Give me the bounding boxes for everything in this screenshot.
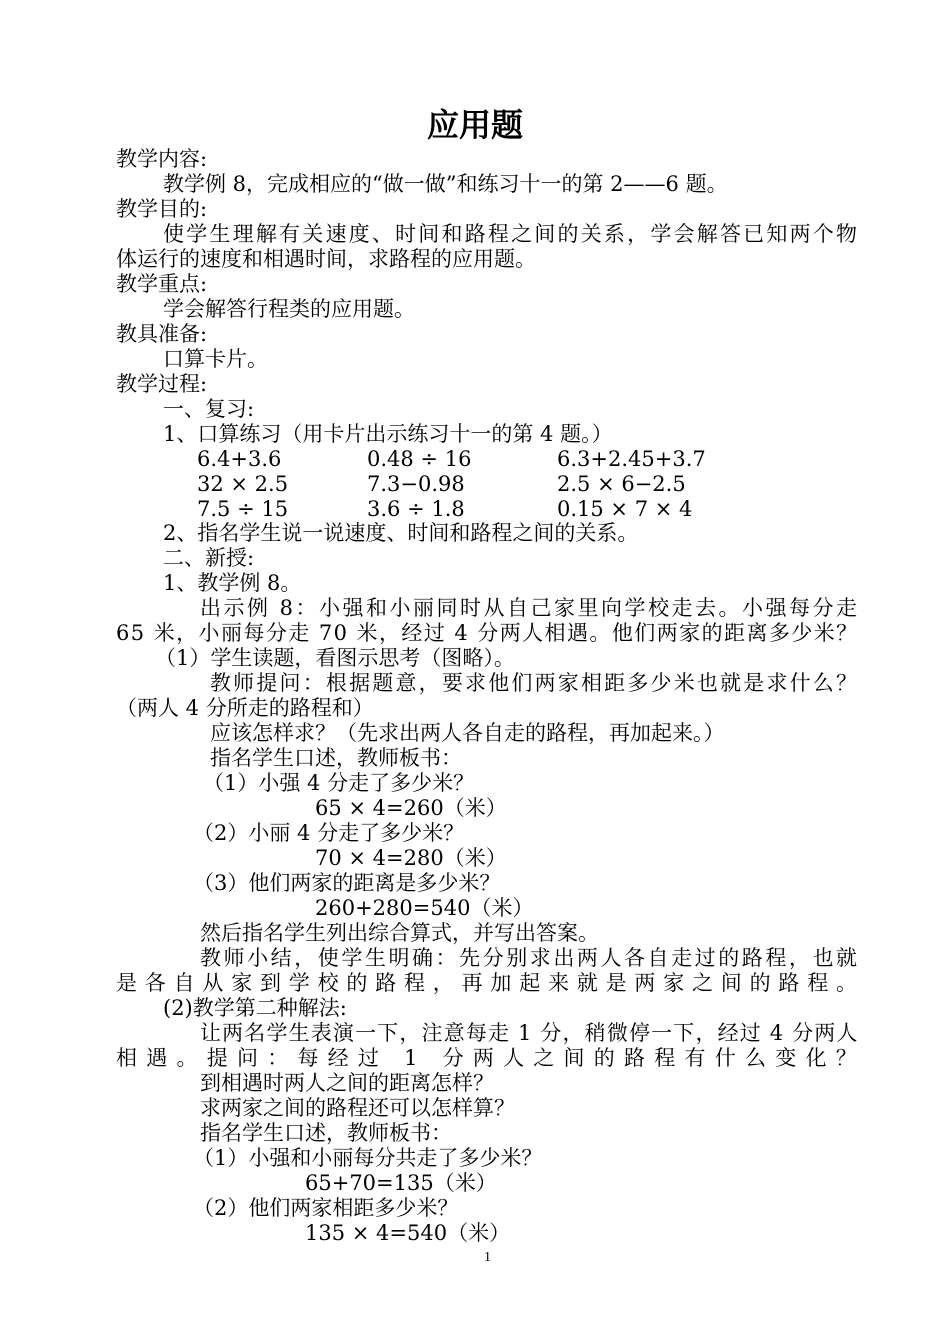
text-line: (2)教学第二种解法: — [163, 996, 347, 1020]
text-line: 体运行的速度和相遇时间，求路程的应用题。 — [116, 247, 536, 271]
calc-item: 7.5 ÷ 15 — [197, 497, 289, 521]
text-line: 出示例 8：小强和小丽同时从自己家里向学校走去。小强每分走 — [200, 596, 860, 620]
text-line: 到相遇时两人之间的距离怎样？ — [200, 1071, 494, 1095]
section-heading: 教学内容: — [116, 147, 208, 171]
text-line: 指名学生口述，教师板书： — [200, 1121, 452, 1145]
text-line: 1、口算练习（用卡片出示练习十一的第 4 题。） — [163, 422, 613, 446]
text-line: 教师小结，使学生明确：先分别求出两人各自走过的路程，也就 — [200, 946, 860, 970]
text-line: （2）小丽 4 分走了多少米？ — [193, 821, 465, 845]
doc-title: 应用题 — [426, 106, 523, 144]
text-line: 教师提问：根据题意，要求他们两家相距多少米也就是求什么？ — [210, 671, 860, 695]
formula-line: 70 × 4=280（米） — [315, 846, 507, 870]
calc-item: 0.15 × 7 × 4 — [557, 497, 693, 521]
calc-item: 2.5 × 6−2.5 — [557, 472, 686, 496]
text-line: 1、教学例 8。 — [163, 571, 302, 595]
text-line: （1）学生读题，看图示思考（图略）。 — [155, 646, 515, 670]
text-line: 使学生理解有关速度、时间和路程之间的关系，学会解答已知两个物 — [163, 222, 860, 246]
calc-item: 32 × 2.5 — [197, 472, 289, 496]
text-line: （3）他们两家的距离是多少米？ — [193, 871, 501, 895]
text-line: 65 米，小丽每分走 70 米，经过 4 分两人相遇。他们两家的距离多少米？ — [116, 621, 859, 645]
page-number: 1 — [484, 1250, 491, 1265]
text-line: 是各自从家到学校的路程，再加起来就是两家之间的路程。 — [116, 971, 865, 995]
section-heading: 教学重点: — [116, 272, 208, 296]
calc-item: 6.3+2.45+3.7 — [557, 447, 706, 471]
calc-item: 6.4+3.6 — [197, 447, 282, 471]
formula-line: 65+70=135（米） — [305, 1171, 497, 1195]
text-line: 2、指名学生说一说速度、时间和路程之间的关系。 — [163, 521, 639, 545]
text-line: （1）小强和小丽每分共走了多少米？ — [193, 1146, 543, 1170]
calc-item: 7.3−0.98 — [367, 472, 465, 496]
formula-line: 260+280=540（米） — [315, 896, 534, 920]
section-heading: 教学目的: — [116, 197, 208, 221]
text-line: （两人 4 分所走的路程和） — [116, 696, 374, 720]
text-line: 让两名学生表演一下，注意每走 1 分，稍微停一下，经过 4 分两人 — [200, 1021, 859, 1045]
text-line: 求两家之间的路程还可以怎样算？ — [200, 1096, 515, 1120]
text-line: 相遇。提问：每经过 1 分两人之间的路程有什么变化？ — [116, 1046, 866, 1070]
formula-line: 65 × 4=260（米） — [315, 796, 507, 820]
calc-item: 3.6 ÷ 1.8 — [367, 497, 465, 521]
text-line: 然后指名学生列出综合算式，并写出答案。 — [200, 921, 599, 945]
text-line: 一、复习: — [163, 397, 255, 421]
text-line: 教学例 8，完成相应的“做一做”和练习十一的第 2——6 题。 — [163, 172, 728, 196]
text-line: 应该怎样求？（先求出两人各自走的路程，再加起来。） — [210, 721, 725, 745]
text-line: 指名学生口述，教师板书： — [210, 746, 462, 770]
text-line: 二、新授: — [163, 546, 255, 570]
text-line: 学会解答行程类的应用题。 — [163, 297, 415, 321]
text-line: （2）他们两家相距多少米？ — [193, 1196, 459, 1220]
formula-line: 135 × 4=540（米） — [305, 1221, 511, 1245]
calc-item: 0.48 ÷ 16 — [367, 447, 472, 471]
section-heading: 教具准备: — [116, 322, 208, 346]
section-heading: 教学过程: — [116, 372, 208, 396]
text-line: 口算卡片。 — [163, 347, 268, 371]
text-line: （1）小强 4 分走了多少米？ — [203, 771, 475, 795]
